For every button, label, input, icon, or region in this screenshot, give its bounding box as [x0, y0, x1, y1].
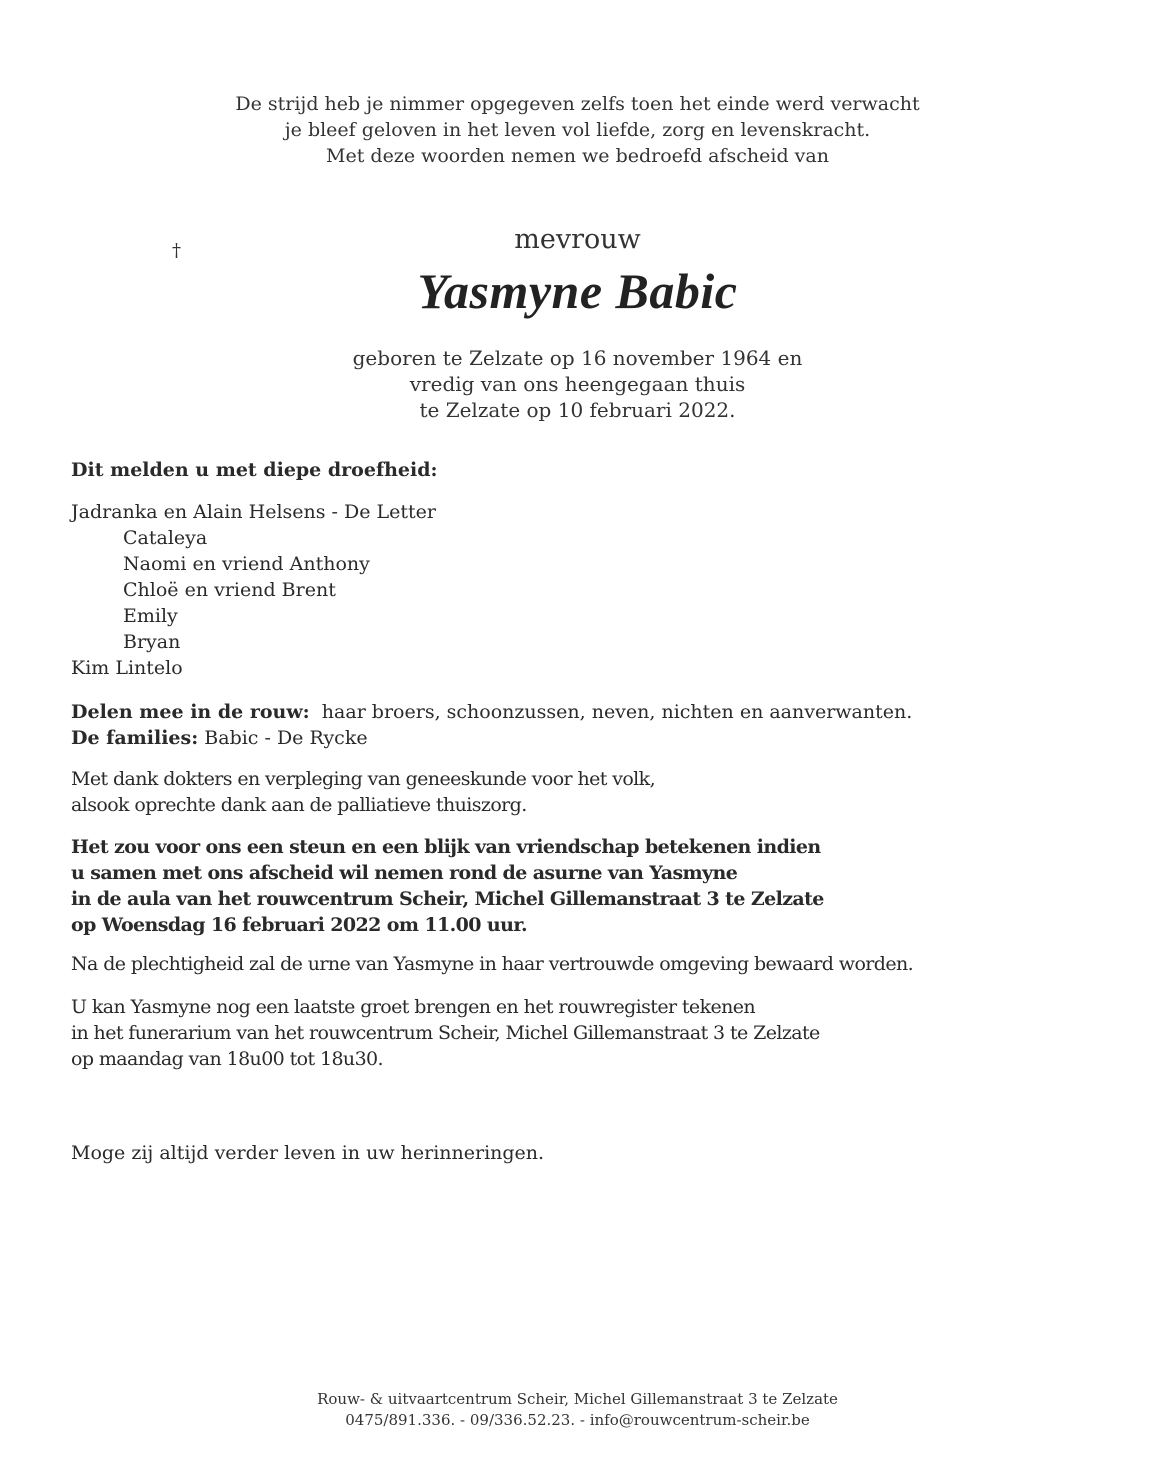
family-list — [71, 499, 436, 681]
footer — [0, 1389, 1155, 1431]
mourning-line — [71, 699, 912, 725]
deceased-name: Yasmyne Babic — [417, 263, 738, 319]
ceremony-line: in de aula van het rouwcentrum Scheir, Michel Gillemanstraat 3 te Zelzate — [71, 888, 824, 910]
thanks-section — [71, 766, 655, 818]
footer-address: Rouw- & uitvaartcentrum Scheir, Michel Gillemanstraat 3 te Zelzate — [317, 1390, 838, 1408]
family-child: Emily — [123, 605, 178, 627]
thanks-line: alsook oprechte dank aan de palliatieve thuiszorg. — [71, 794, 527, 816]
birth-line: te Zelzate op 10 februari 2022. — [419, 398, 736, 422]
closing-line: Moge zij altijd verder leven in uw herinneringen. — [71, 1142, 545, 1164]
visit-line: U kan Yasmyne nog een laatste groet brengen en het rouwregister tekenen — [71, 996, 756, 1018]
mourning-label: Delen mee in de rouw: — [71, 701, 310, 723]
announce-heading: Dit melden u met diepe droefheid: — [71, 459, 438, 481]
opening-poem — [0, 91, 1155, 169]
cross-symbol: † — [172, 240, 181, 261]
poem-line: Met deze woorden nemen we bedroefd afscheid van — [326, 145, 829, 167]
families-label: De families: — [71, 727, 199, 749]
honorific-title: mevrouw — [514, 224, 641, 255]
ceremony-line: op Woensdag 16 februari 2022 om 11.00 uur. — [71, 914, 528, 936]
visit-line: op maandag van 18u00 tot 18u30. — [71, 1048, 383, 1070]
family-child: Cataleya — [123, 527, 208, 549]
urn-note: Na de plechtigheid zal de urne van Yasmyne in haar vertrouwde omgeving bewaard worden. — [71, 953, 914, 975]
ceremony-line: u samen met ons afscheid wil nemen rond de asurne van Yasmyne — [71, 862, 738, 884]
family-child: Chloë en vriend Brent — [123, 579, 336, 601]
footer-contact: 0475/891.336. - 09/336.52.23. - info@rouwcentrum-scheir.be — [345, 1411, 810, 1429]
families-text: Babic - De Rycke — [204, 727, 368, 749]
birth-line: geboren te Zelzate op 16 november 1964 en — [352, 346, 803, 370]
ceremony-line: Het zou voor ons een steun en een blijk van vriendschap betekenen indien — [71, 836, 821, 858]
visit-section — [71, 994, 820, 1072]
family-child: Naomi en vriend Anthony — [123, 553, 370, 575]
thanks-line: Met dank dokters en verpleging van geneeskunde voor het volk, — [71, 768, 656, 790]
families-line — [71, 725, 912, 751]
mourning-text: haar broers, schoonzussen, neven, nichten en aanverwanten. — [321, 701, 913, 723]
birth-death-details — [0, 345, 1155, 423]
mourning-section — [71, 699, 912, 751]
poem-line: je bleef geloven in het leven vol liefde, zorg en levenskracht. — [284, 119, 871, 141]
visit-line: in het funerarium van het rouwcentrum Scheir, Michel Gillemanstraat 3 te Zelzate — [71, 1022, 820, 1044]
ceremony-section — [71, 834, 824, 938]
family-main: Jadranka en Alain Helsens - De Letter — [71, 501, 436, 523]
poem-line: De strijd heb je nimmer opgegeven zelfs toen het einde werd verwacht — [235, 93, 920, 115]
family-child: Bryan — [123, 631, 181, 653]
birth-line: vredig van ons heengegaan thuis — [409, 372, 746, 396]
family-last: Kim Lintelo — [71, 657, 183, 679]
